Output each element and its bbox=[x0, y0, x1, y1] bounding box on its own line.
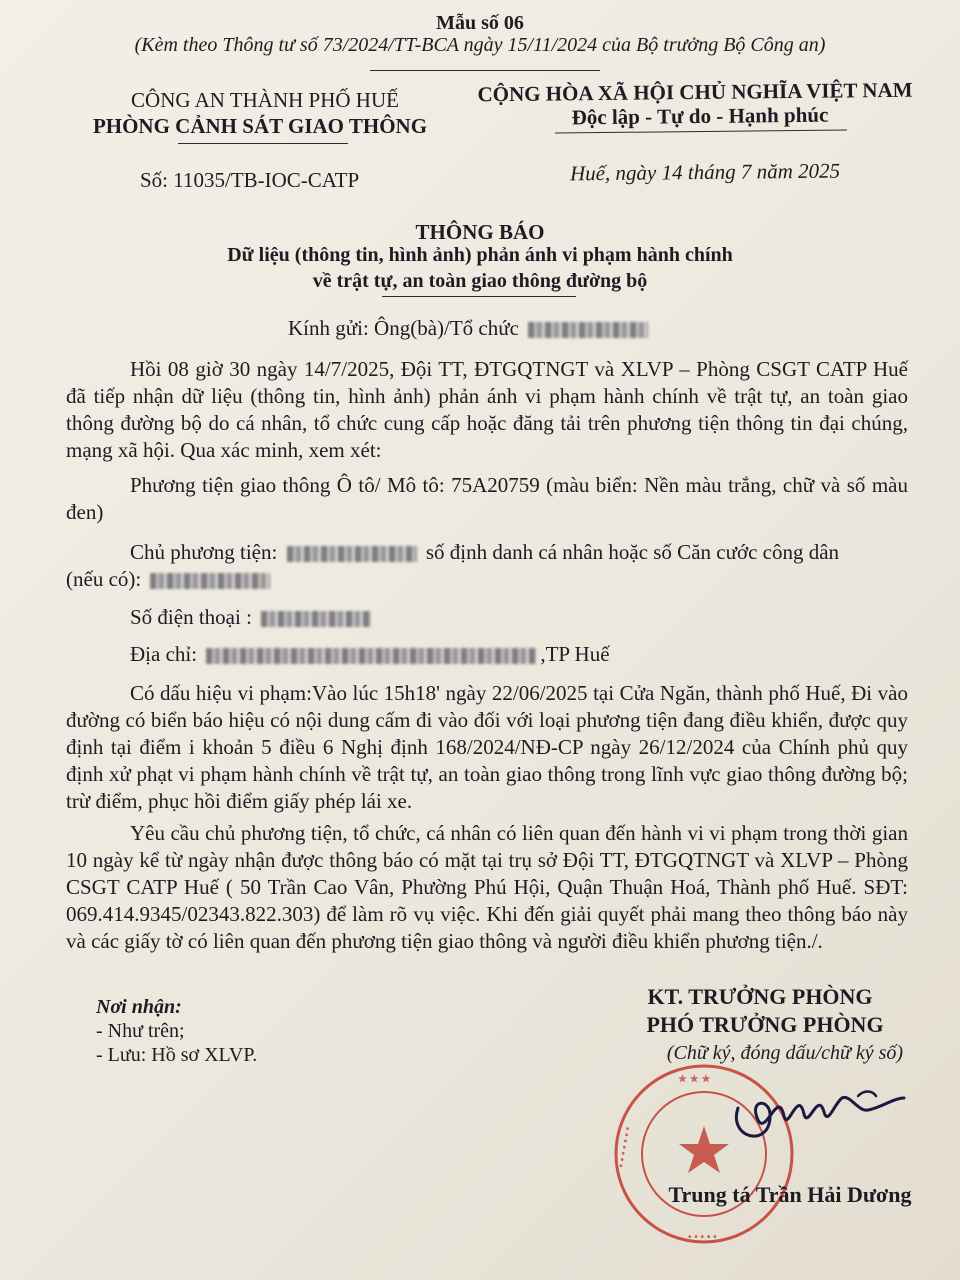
svg-text:• • • • • • •: • • • • • • • bbox=[616, 1126, 635, 1169]
recipients-item-1: - Như trên; bbox=[96, 1020, 185, 1042]
nation-name: CỘNG HÒA XÃ HỘI CHỦ NGHĨA VIỆT NAM bbox=[477, 77, 913, 107]
owner-id-line bbox=[66, 567, 274, 592]
attachment-note: (Kèm theo Thông tư số 73/2024/TT-BCA ngày 15/11/2024 của Bộ trưởng Bộ Công an) bbox=[134, 34, 826, 56]
vehicle-paragraph: Phương tiện giao thông Ô tô/ Mô tô: 75A20759 (màu biển: Nền màu trắng, chữ và số màu đen) bbox=[66, 473, 908, 524]
violation-paragraph: Có dấu hiệu vi phạm:Vào lúc 15h18' ngày 22/06/2025 tại Cửa Ngăn, thành phố Huế, Đi vào đường có biển báo hiệu có nội dung cấm đi vào đối với loại phương tiện đang điều khiển, được quy định tại điểm i khoản 5 điều 6 Nghị định 168/2024/NĐ-CP ngày 26/12/2024 của Chính phủ quy định xử phạt vi phạm hành chính về trật tự, an toàn giao thông trong lĩnh vực giao thông đường bộ; trừ điểm, phục hồi điểm giấy phép lái xe. bbox=[66, 681, 908, 813]
recipient-line bbox=[288, 316, 652, 341]
title-underline bbox=[382, 296, 576, 297]
recipient-label: Kính gửi: Ông(bà)/Tổ chức bbox=[288, 316, 519, 340]
redacted-recipient bbox=[528, 322, 648, 338]
recipients-item-2: - Lưu: Hồ sơ XLVP. bbox=[96, 1044, 258, 1066]
motto: Độc lập - Tự do - Hạnh phúc bbox=[571, 102, 829, 130]
address-city: ,TP Huế bbox=[540, 642, 610, 666]
redacted-address bbox=[206, 648, 536, 664]
intro-paragraph: Hồi 08 giờ 30 ngày 14/7/2025, Đội TT, ĐTGQTNGT và XLVP – Phòng CSGT CATP Huế đã tiếp nhận dữ liệu (thông tin, hình ảnh) phản ánh vi phạm hành chính về trật tự, an toàn giao thông đường bộ do cá nhân, tổ chức cung cấp hoặc đăng tải trên phương tiện thông tin đại chúng, mạng xã hội. Qua xác minh, xem xét: bbox=[66, 357, 908, 462]
document-subtitle-1: Dữ liệu (thông tin, hình ảnh) phản ánh vi phạm hành chính bbox=[227, 244, 733, 266]
recipients-title: Nơi nhận: bbox=[96, 996, 182, 1018]
svg-text:★ ★ ★: ★ ★ ★ bbox=[678, 1074, 711, 1085]
address-label: Địa chỉ: bbox=[130, 642, 198, 666]
signer-role-2: PHÓ TRƯỞNG PHÒNG bbox=[646, 1012, 884, 1037]
request-paragraph: Yêu cầu chủ phương tiện, tổ chức, cá nhân có liên quan đến hành vi vi phạm trong thời gian 10 ngày kể từ ngày nhận được thông báo có mặt tại trụ sở Đội TT, ĐTGQTNGT và XLVP – Phòng CSGT CATP Huế ( 50 Trần Cao Vân, Phường Phú Hội, Quận Thuận Hoá, Thành phố Huế. SĐT: 069.414.9345/02343.822.303) để làm rõ vụ việc. Khi đến giải quyết phải mang theo thông báo này và các giấy tờ có liên quan đến phương tiện giao thông và người điều khiển phương tiện./. bbox=[66, 821, 908, 953]
divider-top bbox=[370, 70, 600, 71]
motto-underline bbox=[555, 129, 847, 133]
owner-label: Chủ phương tiện: bbox=[130, 540, 278, 564]
address-line bbox=[130, 642, 610, 667]
agency-name: PHÒNG CẢNH SÁT GIAO THÔNG bbox=[92, 114, 428, 138]
signer-role-1: KT. TRƯỞNG PHÒNG bbox=[647, 984, 873, 1009]
signer-name: Trung tá Trần Hải Dương bbox=[668, 1182, 912, 1207]
phone-label: Số điện thoại : bbox=[130, 605, 252, 629]
document-title: THÔNG BÁO bbox=[415, 220, 545, 244]
owner-id-label-cont: (nếu có): bbox=[66, 567, 142, 591]
owner-id-label: số định danh cá nhân hoặc số Căn cước công dân bbox=[425, 540, 840, 564]
signature-note: (Chữ ký, đóng dấu/chữ ký số) bbox=[666, 1042, 904, 1064]
agency-parent: CÔNG AN THÀNH PHỐ HUẾ bbox=[131, 88, 399, 112]
doc-number: Số: 11035/TB-IOC-CATP bbox=[140, 168, 360, 192]
redacted-owner-id bbox=[150, 573, 270, 589]
redacted-phone bbox=[261, 611, 371, 627]
place-date: Huế, ngày 14 tháng 7 năm 2025 bbox=[569, 158, 841, 186]
owner-line bbox=[130, 540, 839, 565]
handwritten-signature bbox=[708, 1068, 908, 1158]
document-subtitle-2: về trật tự, an toàn giao thông đường bộ bbox=[312, 270, 648, 292]
phone-line bbox=[130, 605, 375, 630]
svg-text:• • • • •: • • • • • bbox=[688, 1232, 717, 1243]
form-number: Mẫu số 06 bbox=[436, 12, 524, 34]
redacted-owner-name bbox=[287, 546, 417, 562]
agency-underline bbox=[178, 143, 348, 144]
